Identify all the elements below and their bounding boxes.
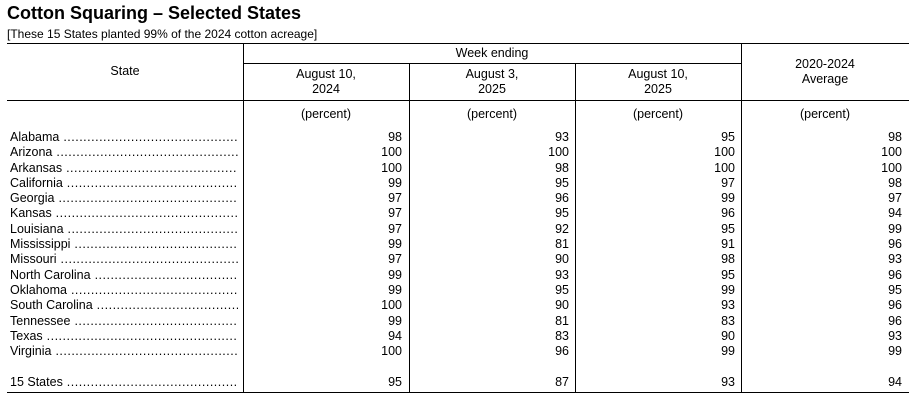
- value-aug3-2025: 96: [555, 344, 569, 359]
- value-average: 99: [888, 344, 902, 359]
- header-state: State: [110, 64, 140, 78]
- header-col2-line1: August 3,: [465, 67, 519, 81]
- total-aug10-2024: 95: [388, 374, 402, 389]
- value-aug10-2024: 97: [388, 191, 402, 206]
- value-average: 96: [888, 313, 902, 328]
- total-row: [0, 375, 921, 390]
- table-row: [0, 283, 921, 298]
- state-name: Alabama .....: [10, 130, 238, 145]
- value-aug10-2025: 95: [721, 221, 735, 236]
- value-average: 93: [888, 252, 902, 267]
- unit-col1: (percent): [300, 107, 352, 121]
- value-average: 94: [888, 206, 902, 221]
- header-col2: [409, 67, 575, 97]
- value-aug3-2025: 96: [555, 191, 569, 206]
- value-aug10-2024: 99: [388, 267, 402, 282]
- value-aug10-2024: 99: [388, 313, 402, 328]
- total-average: 94: [888, 374, 902, 389]
- value-aug3-2025: 93: [555, 267, 569, 282]
- table-row: [0, 222, 921, 237]
- value-aug10-2025: 97: [721, 175, 735, 190]
- week-ending-rule: [243, 63, 741, 64]
- unit-col4: (percent): [799, 107, 851, 121]
- value-aug10-2025: 99: [721, 344, 735, 359]
- value-aug10-2024: 99: [388, 237, 402, 252]
- value-aug3-2025: 100: [548, 145, 569, 160]
- value-aug10-2024: 100: [381, 145, 402, 160]
- value-aug10-2025: 83: [721, 313, 735, 328]
- state-name: Oklahoma .....: [10, 283, 238, 298]
- value-aug10-2025: 90: [721, 328, 735, 343]
- table-body: [0, 130, 921, 390]
- header-col3-line2: 2025: [644, 82, 672, 96]
- value-average: 96: [888, 237, 902, 252]
- value-aug3-2025: 81: [555, 313, 569, 328]
- value-aug3-2025: 95: [555, 206, 569, 221]
- state-name: Arkansas .....: [10, 161, 238, 176]
- value-aug10-2025: 95: [721, 267, 735, 282]
- header-col1-line1: August 10,: [296, 67, 356, 81]
- value-average: 100: [881, 160, 902, 175]
- value-average: 95: [888, 282, 902, 297]
- value-aug10-2025: 98: [721, 252, 735, 267]
- value-aug3-2025: 90: [555, 252, 569, 267]
- unit-col3: (percent): [632, 107, 684, 121]
- value-average: 98: [888, 130, 902, 144]
- value-average: 99: [888, 221, 902, 236]
- value-aug10-2024: 100: [381, 298, 402, 313]
- value-aug10-2024: 99: [388, 282, 402, 297]
- table-row: [0, 344, 921, 359]
- table-row: [0, 237, 921, 252]
- value-aug10-2024: 98: [388, 130, 402, 144]
- value-average: 93: [888, 328, 902, 343]
- state-name: Texas .....: [10, 329, 238, 344]
- header-col4: [741, 57, 909, 87]
- table-row: [0, 130, 921, 145]
- value-aug3-2025: 83: [555, 328, 569, 343]
- value-aug10-2025: 93: [721, 298, 735, 313]
- state-name: Missouri .....: [10, 252, 238, 267]
- header-col3: [575, 67, 741, 97]
- value-aug10-2025: 99: [721, 191, 735, 206]
- value-aug10-2025: 91: [721, 237, 735, 252]
- value-aug3-2025: 81: [555, 237, 569, 252]
- table-row: [0, 252, 921, 267]
- value-aug10-2025: 100: [714, 145, 735, 160]
- value-aug10-2025: 95: [721, 130, 735, 144]
- value-aug10-2024: 100: [381, 160, 402, 175]
- state-name: Tennessee .....: [10, 314, 238, 329]
- value-aug10-2025: 96: [721, 206, 735, 221]
- value-aug3-2025: 95: [555, 282, 569, 297]
- table-row: [0, 145, 921, 160]
- table-row: [0, 206, 921, 221]
- state-name: North Carolina .....: [10, 268, 238, 283]
- header-col1-line2: 2024: [312, 82, 340, 96]
- header-col4-line2: Average: [801, 72, 849, 86]
- value-aug10-2024: 100: [381, 344, 402, 359]
- top-rule: [7, 43, 909, 44]
- value-average: 96: [888, 298, 902, 313]
- value-aug10-2024: 94: [388, 328, 402, 343]
- value-aug3-2025: 90: [555, 298, 569, 313]
- value-aug10-2024: 97: [388, 252, 402, 267]
- state-name: Mississippi .....: [10, 237, 238, 252]
- state-name: Kansas .....: [10, 206, 238, 221]
- value-average: 97: [888, 191, 902, 206]
- state-name: South Carolina .....: [10, 298, 238, 313]
- total-aug10-2025: 93: [721, 374, 735, 389]
- total-aug3-2025: 87: [555, 374, 569, 389]
- value-aug3-2025: 98: [555, 160, 569, 175]
- table-row: [0, 191, 921, 206]
- table-subtitle: [These 15 States planted 99% of the 2024 cotton acreage]: [7, 27, 318, 41]
- bottom-rule: [7, 392, 909, 393]
- table-row: [0, 314, 921, 329]
- value-average: 100: [881, 145, 902, 160]
- table-row: [0, 298, 921, 313]
- value-average: 98: [888, 175, 902, 190]
- state-name: Arizona .....: [10, 145, 238, 160]
- value-average: 96: [888, 267, 902, 282]
- state-name: Louisiana .....: [10, 222, 238, 237]
- value-aug10-2024: 97: [388, 206, 402, 221]
- header-bottom-rule: [7, 100, 909, 101]
- header-week-ending: Week ending: [455, 46, 529, 60]
- value-aug10-2025: 100: [714, 160, 735, 175]
- header-col1: [243, 67, 409, 97]
- value-aug3-2025: 95: [555, 175, 569, 190]
- value-aug10-2024: 97: [388, 221, 402, 236]
- table-row: [0, 268, 921, 283]
- header-col3-line1: August 10,: [628, 67, 688, 81]
- value-aug3-2025: 93: [555, 130, 569, 144]
- table-row: [0, 161, 921, 176]
- state-name: Virginia .....: [10, 344, 238, 359]
- value-aug10-2025: 99: [721, 282, 735, 297]
- header-col4-line1: 2020-2024: [795, 57, 855, 71]
- header-col2-line2: 2025: [478, 82, 506, 96]
- table-row: [0, 329, 921, 344]
- value-aug10-2024: 99: [388, 175, 402, 190]
- unit-col2: (percent): [466, 107, 518, 121]
- value-aug3-2025: 92: [555, 221, 569, 236]
- state-name: California .....: [10, 176, 238, 191]
- state-name: Georgia .....: [10, 191, 238, 206]
- table-row: [0, 176, 921, 191]
- total-label: 15 States .....: [10, 375, 238, 390]
- table-title: Cotton Squaring – Selected States: [7, 3, 302, 23]
